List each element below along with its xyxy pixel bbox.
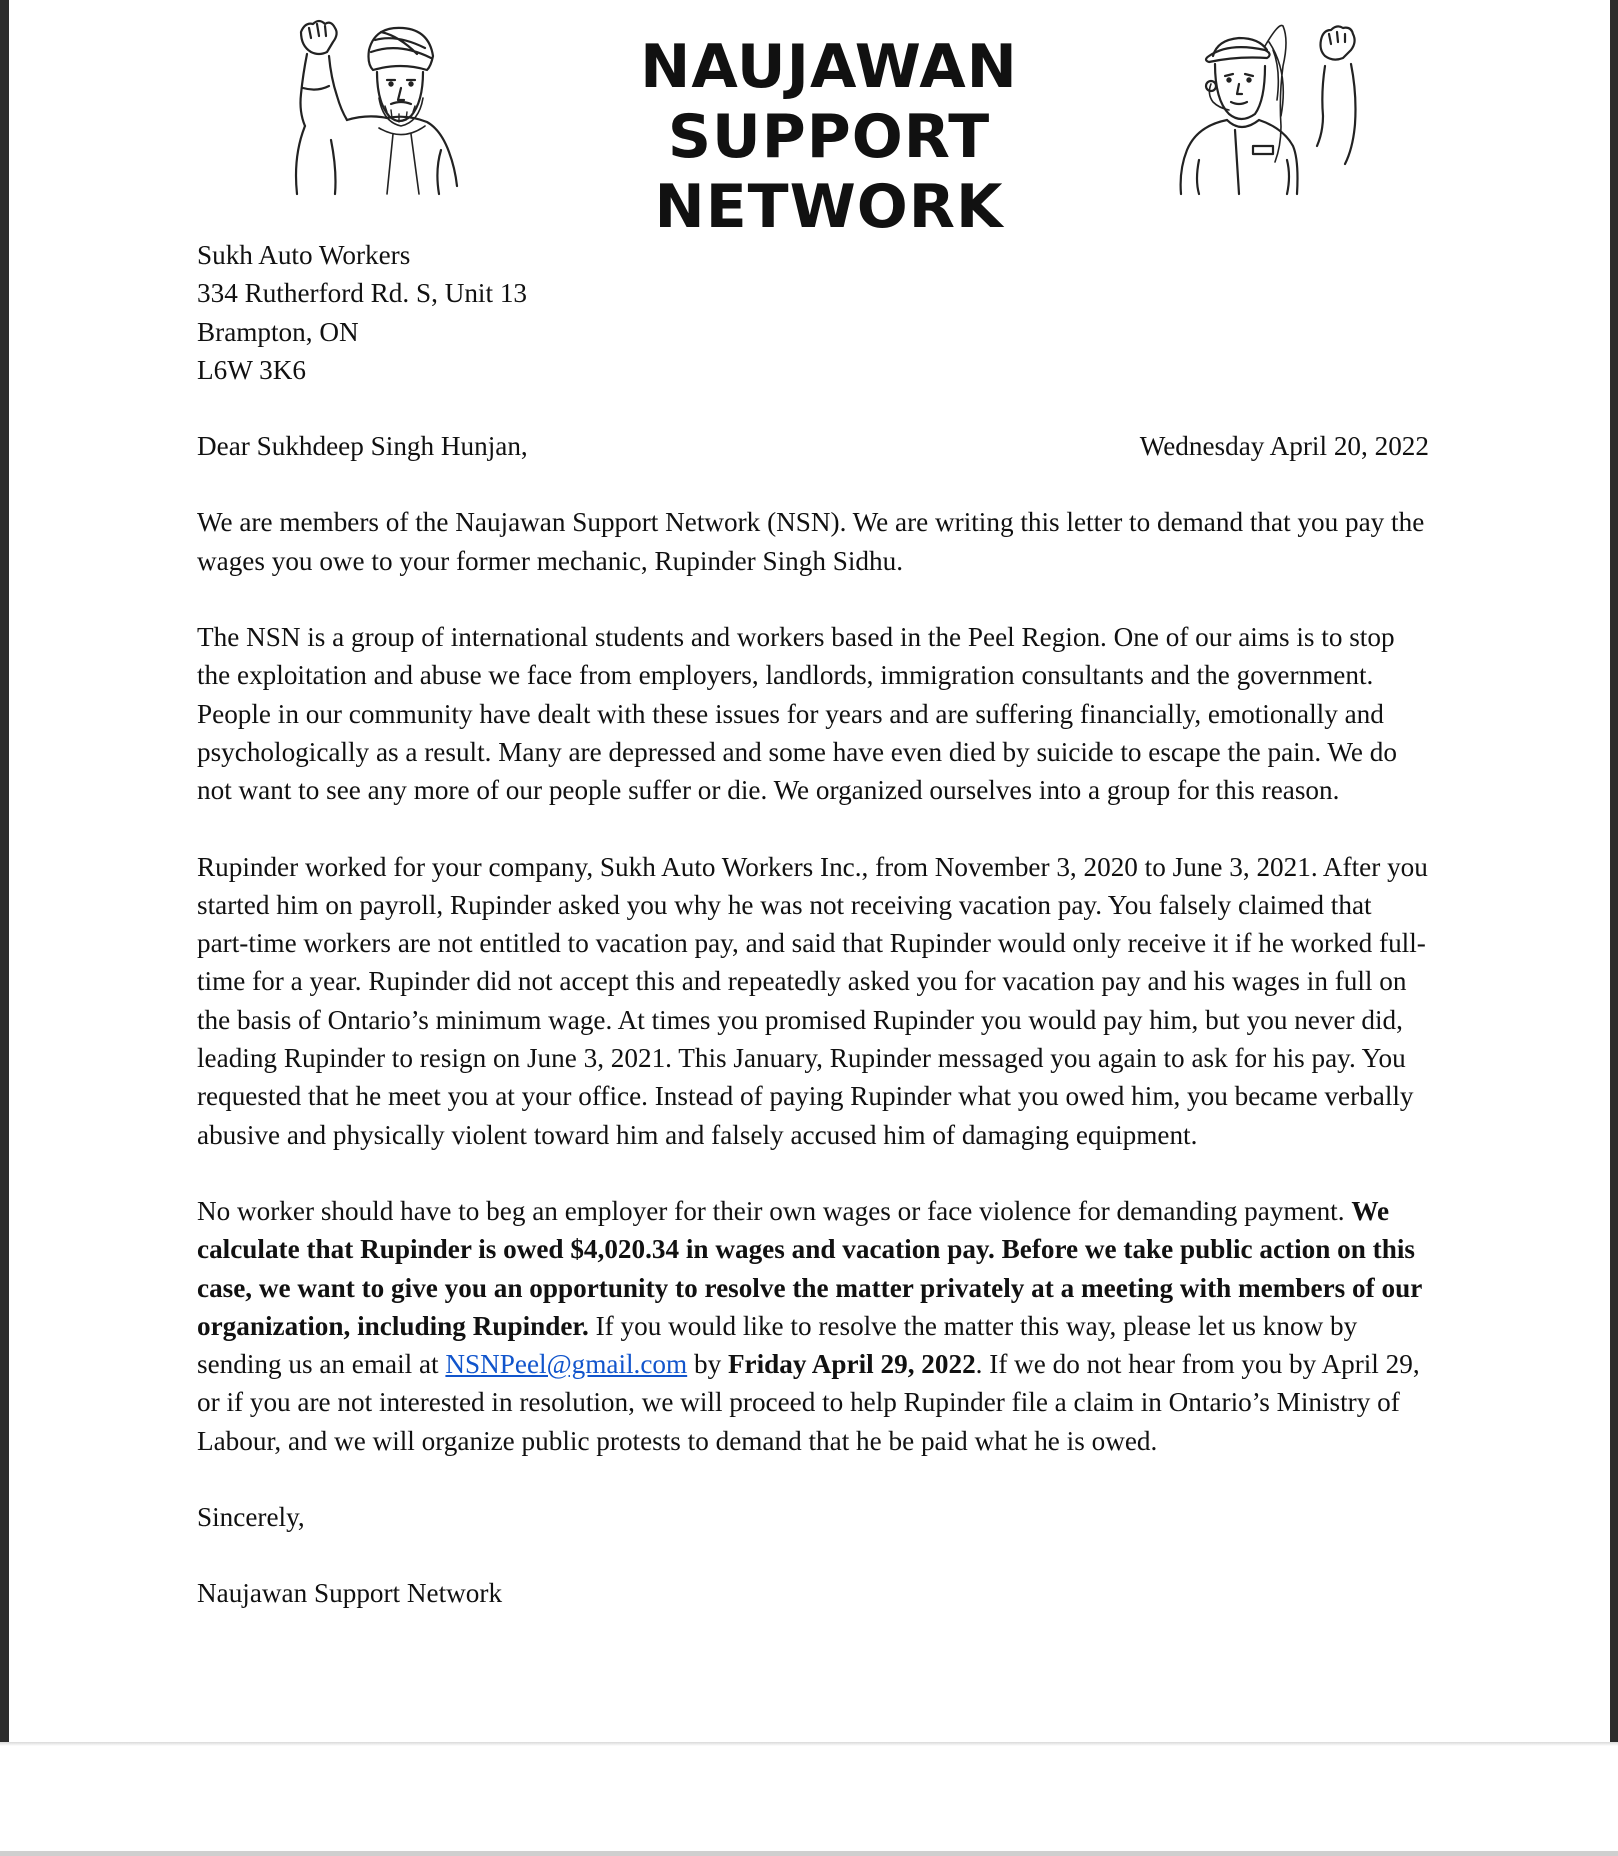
paragraph-4-mid: If you would like to resolve the matter this way, please let us know by sending us an email at bbox=[197, 1310, 1358, 1380]
organization-logo-title bbox=[499, 32, 1159, 242]
address-postal: L6W 3K6 bbox=[197, 354, 306, 385]
paragraph-4-demand: We calculate that Rupinder is owed $4,020.34 in wages and vacation pay. Before we take public action on this case, we want to give you an opportunity to resolve the matter privately at a meeting with members of our organization, including Rupinder. bbox=[197, 1195, 1422, 1341]
paragraph-4-by: by bbox=[687, 1349, 728, 1380]
viewer-bottom-bar bbox=[0, 1851, 1618, 1856]
paragraph-1: We are members of the Naujawan Support Network (NSN). We are writing this letter to demand that you pay the wages you owe to your former mechanic, Rupinder Singh Sidhu. bbox=[197, 507, 1425, 576]
salutation-row bbox=[197, 427, 1429, 465]
address-city: Brampton, ON bbox=[197, 316, 359, 347]
window-edge-left bbox=[0, 0, 9, 1742]
email-link[interactable]: NSNPeel@gmail.com bbox=[445, 1349, 688, 1380]
man-raising-fist-illustration bbox=[271, 10, 481, 196]
letterhead bbox=[9, 0, 1610, 242]
paragraph-4 bbox=[197, 1192, 1429, 1460]
paragraph-3: Rupinder worked for your company, Sukh Auto Workers Inc., from November 3, 2020 to June 3, 2021. After you started him on payroll, Rupinder asked you why he was not receiving vacation pay. You falsely claimed that part-time workers are not entitled to vacation pay, and said that Rupinder would only receive it if he worked full-time for a year. Rupinder did not accept this and repeatedly asked you for vacation pay and his wages in full on the basis of Ontario’s minimum wage. At times you promised Rupinder you would pay him, but you never did, leading Rupinder to resign on June 3, 2021. This January, Rupinder messaged you again to ask for his pay. You requested that he meet you at your office. Instead of paying Rupinder what you owed him, you became verbally abusive and physically violent toward him and falsely accused him of damaging equipment. bbox=[197, 851, 1428, 1150]
signature: Naujawan Support Network bbox=[197, 1578, 503, 1609]
window-edge-right bbox=[1610, 0, 1618, 1742]
recipient-address bbox=[197, 236, 1429, 389]
address-street: 334 Rutherford Rd. S, Unit 13 bbox=[197, 278, 528, 309]
paragraph-2: The NSN is a group of international students and workers based in the Peel Region. One of our aims is to stop the exploitation and abuse we face from employers, landlords, immigration consultants and the government. People in our community have dealt with these issues for years and are suffering financially, emotionally and psychologically as a result. Many are depressed and some have even died by suicide to escape the pain. We do not want to see any more of our people suffer or die. We organized ourselves into a group for this reason. bbox=[197, 622, 1397, 806]
woman-raising-fist-illustration bbox=[1169, 10, 1369, 196]
deadline-date: Friday April 29, 2022 bbox=[727, 1349, 976, 1380]
logo-title-line1: NAUJAWAN bbox=[640, 32, 1018, 102]
salutation: Dear Sukhdeep Singh Hunjan, bbox=[197, 431, 528, 462]
closing: Sincerely, bbox=[197, 1502, 305, 1533]
letter-body bbox=[197, 236, 1429, 1613]
page-bottom-shadow bbox=[0, 1742, 1618, 1746]
logo-title-line2: SUPPORT NETWORK bbox=[654, 102, 1004, 242]
paragraph-4-end: . If we do not hear from you by April 29, or if you are not interested in resolution, we will proceed to help Rupinder file a claim in Ontario’s Ministry of Labour, and we will organize public protests to demand that he be paid what he is owed. bbox=[197, 1349, 1420, 1456]
paragraph-4-start: No worker should have to beg an employer for their own wages or face violence for demanding payment. bbox=[197, 1195, 1352, 1226]
document-page bbox=[9, 0, 1610, 1743]
address-company: Sukh Auto Workers bbox=[197, 240, 411, 270]
letter-date: Wednesday April 20, 2022 bbox=[1139, 431, 1429, 462]
